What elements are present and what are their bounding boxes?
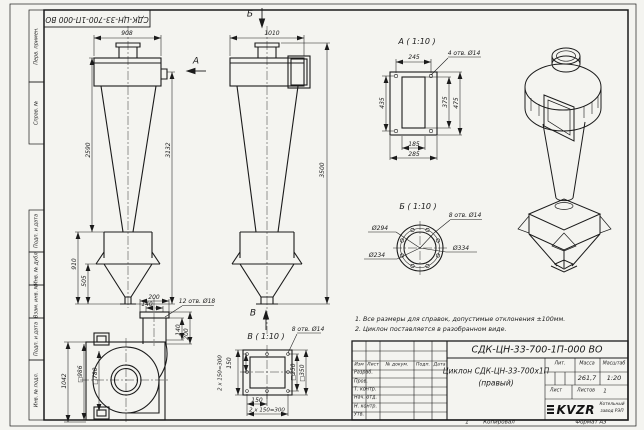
sheets-label: Листов bbox=[577, 388, 595, 394]
plan-view-scroll bbox=[86, 312, 169, 420]
scale-label: Масштаб bbox=[602, 361, 626, 367]
sign-row-label: Н. контр. bbox=[354, 404, 377, 410]
sheets-value: 1 bbox=[603, 388, 607, 395]
view-arrow-v-letter: В bbox=[249, 308, 257, 319]
change-col-header: Лист bbox=[367, 362, 379, 368]
view-arrow-b-letter: Б bbox=[246, 9, 254, 20]
dim-d234: Ø234 bbox=[368, 252, 386, 259]
callout-8-holes-d14-b: 8 отв. Ø14 bbox=[448, 212, 482, 219]
dim-150-bottom: 150 bbox=[251, 397, 263, 404]
dim-2x150-bottom: 2 х 150=300 bbox=[249, 407, 285, 414]
corner-stamp-number: СДК-ЦН-33-700-1П-000 ВО bbox=[45, 14, 149, 24]
change-col-header: № докум. bbox=[385, 362, 409, 368]
dim-140-top: 140 bbox=[141, 301, 153, 308]
margin-label: Справ. № bbox=[33, 100, 39, 126]
dim-375: 375 bbox=[442, 96, 449, 108]
front-view-right bbox=[230, 43, 310, 304]
dim-1042: 1042 bbox=[61, 373, 68, 389]
dim-505: 505 bbox=[81, 275, 88, 287]
dim-d294: Ø294 bbox=[371, 225, 389, 232]
callout-4-holes-d14: 4 отв. Ø14 bbox=[447, 50, 481, 57]
margin-label: Подп. и дата bbox=[33, 321, 39, 357]
margin-label: Инв. № дубл. bbox=[33, 250, 39, 286]
sign-row-label: Нач. отд. bbox=[354, 395, 378, 401]
detail-b-title: Б ( 1:10 ) bbox=[399, 202, 437, 211]
margin-label: Взам. инв. № bbox=[33, 284, 39, 318]
mass-label: Масса bbox=[579, 361, 595, 367]
dim-140-right: 140 bbox=[175, 324, 182, 336]
view-direction-arrows bbox=[187, 8, 269, 330]
note-2: 2. Циклон поставляется в разобранном виде. bbox=[355, 325, 507, 333]
detail-view-v bbox=[243, 350, 292, 395]
sheet-label: Лист bbox=[549, 388, 563, 394]
margin-label: Инв. № подл. bbox=[33, 372, 39, 408]
dim-sq780: □780 bbox=[92, 367, 99, 385]
dim-3500: 3500 bbox=[319, 162, 326, 178]
dim-sq350: □350 bbox=[299, 364, 306, 382]
callout-12-holes-d18: 12 отв. Ø18 bbox=[178, 298, 216, 305]
dim-150-left: 150 bbox=[226, 357, 233, 369]
detail-v-title: В ( 1:10 ) bbox=[247, 332, 285, 341]
dim-sq250: □250 bbox=[290, 363, 297, 381]
dim-285: 285 bbox=[408, 151, 420, 158]
front-view-left bbox=[94, 43, 167, 304]
change-col-header: Подп. bbox=[416, 362, 430, 368]
dim-d334: Ø334 bbox=[452, 245, 470, 252]
dim-435: 435 bbox=[379, 97, 386, 109]
sheet-mark: 1 bbox=[465, 419, 469, 426]
format-label: Формат А3 bbox=[575, 419, 607, 426]
dim-3132: 3132 bbox=[165, 142, 172, 158]
title-name-line1: Циклон СДК-ЦН-33-700х1П bbox=[442, 366, 550, 376]
kvzr-logo bbox=[547, 401, 595, 418]
dim-245: 245 bbox=[408, 54, 420, 61]
dim-2x150-left: 2 х 150=300 bbox=[217, 355, 224, 391]
isometric-view bbox=[518, 48, 611, 272]
change-col-header: Изм bbox=[354, 362, 364, 368]
detail-a-title: А ( 1:10 ) bbox=[398, 37, 436, 46]
dim-sq986: □986 bbox=[77, 365, 84, 383]
sign-row-label: Разраб. bbox=[354, 370, 373, 376]
mass-value: 261,7 bbox=[577, 373, 597, 382]
company-line2: завод РЭП bbox=[600, 408, 624, 414]
kvzr-logo-text: KVZR bbox=[556, 402, 595, 417]
kvzr-logo-icon bbox=[547, 405, 554, 407]
dim-910: 910 bbox=[71, 258, 78, 270]
sign-row-label: Пров. bbox=[354, 379, 368, 385]
dim-908: 908 bbox=[121, 30, 133, 37]
lit-label: Лит. bbox=[554, 361, 566, 367]
dim-475: 475 bbox=[453, 97, 460, 109]
sign-row-label: Утв. bbox=[354, 412, 365, 418]
change-col-header: Дата bbox=[433, 362, 446, 368]
company-line1: Котельный bbox=[599, 401, 625, 407]
margin-label: Перв. примен. bbox=[33, 27, 39, 65]
dim-200-top: 200 bbox=[148, 294, 160, 301]
scale-value: 1:20 bbox=[606, 373, 622, 382]
dim-1010: 1010 bbox=[264, 30, 280, 37]
dim-185: 185 bbox=[408, 141, 420, 148]
detail-view-a bbox=[390, 72, 437, 135]
dim-200-right: 200 bbox=[183, 328, 190, 340]
margin-label: Подп. и дата bbox=[33, 213, 39, 249]
sign-row-label: Т. контр. bbox=[354, 387, 377, 393]
dim-2590: 2590 bbox=[85, 142, 92, 158]
copy-label: Копировал bbox=[483, 419, 515, 426]
title-doc-number: СДК-ЦН-33-700-1П-000 ВО bbox=[471, 344, 603, 356]
view-arrow-a-letter: А bbox=[192, 56, 200, 67]
callout-8-holes-d14-v: 8 отв. Ø14 bbox=[291, 326, 325, 333]
note-1: 1. Все размеры для справок, допустимые отклонения ±100мм. bbox=[355, 315, 566, 323]
title-name-line2: (правый) bbox=[478, 378, 514, 388]
